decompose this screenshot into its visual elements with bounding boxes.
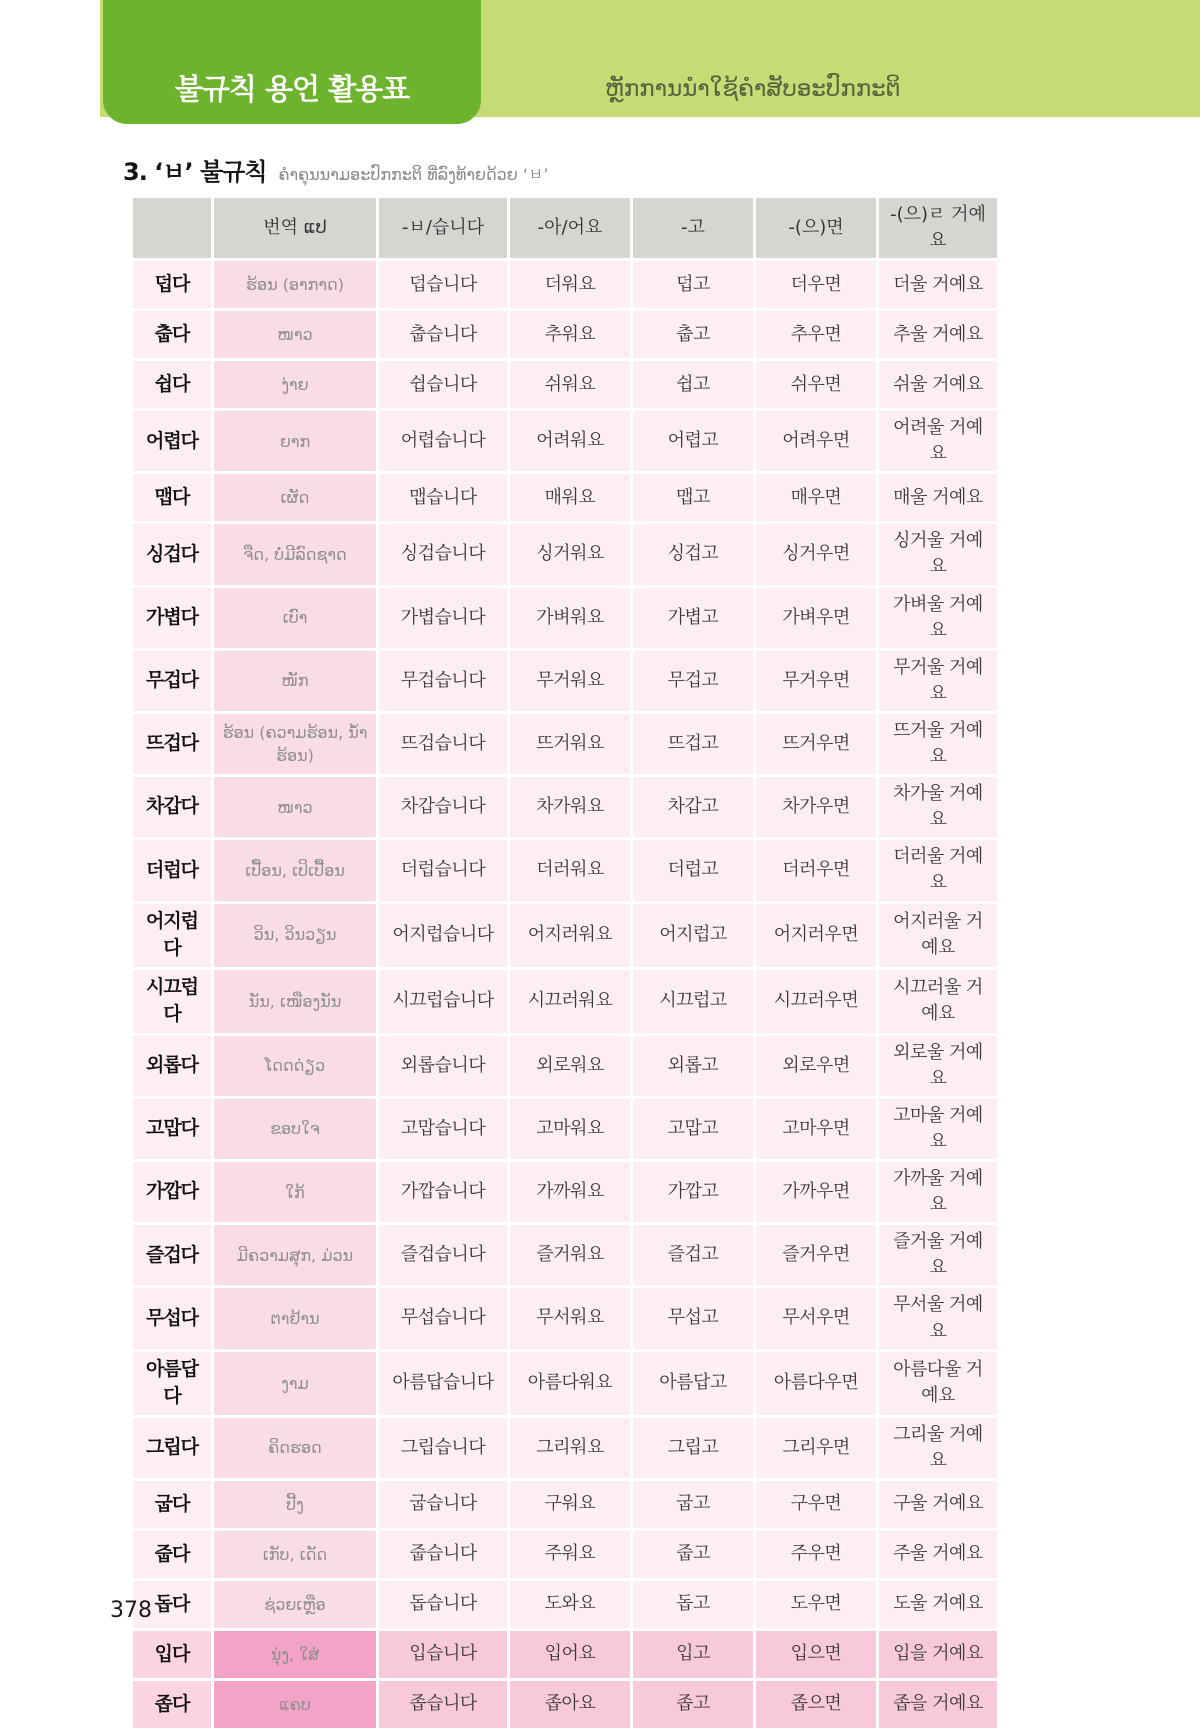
table-row bbox=[133, 1036, 997, 1096]
verb-cell: 무섭다 bbox=[133, 1288, 211, 1348]
verb-cell: 싱겁다 bbox=[133, 524, 211, 584]
verb-cell: 무겁다 bbox=[133, 651, 211, 711]
conjugation-cell: 쉽습니다 bbox=[379, 361, 507, 408]
conjugation-cell: 입습니다 bbox=[379, 1631, 507, 1678]
conjugation-cell: 가까워요 bbox=[510, 1162, 630, 1222]
conjugation-cell: 더우면 bbox=[756, 261, 876, 308]
page-number: 378 bbox=[110, 1598, 152, 1623]
conjugation-cell: 도울 거예요 bbox=[879, 1581, 997, 1628]
translation-cell: ປີ້ງ bbox=[214, 1481, 376, 1528]
conjugation-cell: 추우면 bbox=[756, 311, 876, 358]
conjugation-cell: 싱거워요 bbox=[510, 524, 630, 584]
conjugation-cell: 외로우면 bbox=[756, 1036, 876, 1096]
table-row bbox=[133, 1581, 997, 1628]
translation-cell: ແຄບ bbox=[214, 1681, 376, 1728]
conjugation-cell: 가깝습니다 bbox=[379, 1162, 507, 1222]
conjugation-cell: 무섭고 bbox=[633, 1288, 753, 1348]
conjugation-cell: 무거워요 bbox=[510, 651, 630, 711]
verb-cell: 외롭다 bbox=[133, 1036, 211, 1096]
chapter-title: 불규칙 용언 활용표 bbox=[174, 72, 410, 106]
verb-cell: 그립다 bbox=[133, 1418, 211, 1478]
chapter-banner-lao-subtitle: ຫຼັກການນຳໃຊ້ຄຳສັບອະປົກກະຕິ bbox=[605, 76, 901, 102]
conjugation-cell: 뜨겁습니다 bbox=[379, 714, 507, 774]
conjugation-cell: 차갑고 bbox=[633, 777, 753, 837]
conjugation-cell: 추울 거예요 bbox=[879, 311, 997, 358]
translation-cell: ງາມ bbox=[214, 1352, 376, 1415]
conjugation-cell: 시끄럽고 bbox=[633, 970, 753, 1033]
verb-cell: 가볍다 bbox=[133, 588, 211, 648]
conjugation-cell: 차가워요 bbox=[510, 777, 630, 837]
conjugation-cell: 그리우면 bbox=[756, 1418, 876, 1478]
conjugation-cell: 아름답고 bbox=[633, 1352, 753, 1415]
conjugation-cell: 매워요 bbox=[510, 474, 630, 521]
translation-cell: ນຸ່ງ, ໃສ່ bbox=[214, 1631, 376, 1678]
conjugation-cell: 즐거울 거예요 bbox=[879, 1225, 997, 1285]
verb-cell: 시끄럽다 bbox=[133, 970, 211, 1033]
table-row bbox=[133, 1481, 997, 1528]
table-row bbox=[133, 1631, 997, 1678]
header-cell bbox=[133, 198, 211, 258]
conjugation-cell: 무서우면 bbox=[756, 1288, 876, 1348]
conjugation-cell: 도우면 bbox=[756, 1581, 876, 1628]
section-lao-subtitle: ຄຳຄຸນນາມອະປົກກະຕິ ທີ່ລົງທ້າຍດ້ວຍ ‘ㅂ’ bbox=[278, 165, 549, 184]
verb-cell: 입다 bbox=[133, 1631, 211, 1678]
conjugation-cell: 가볍습니다 bbox=[379, 588, 507, 648]
verb-cell: 줍다 bbox=[133, 1531, 211, 1578]
conjugation-cell: 도와요 bbox=[510, 1581, 630, 1628]
conjugation-cell: 줍고 bbox=[633, 1531, 753, 1578]
conjugation-cell: 입어요 bbox=[510, 1631, 630, 1678]
conjugation-cell: 그리울 거예요 bbox=[879, 1418, 997, 1478]
conjugation-cell: 외로울 거예요 bbox=[879, 1036, 997, 1096]
verb-cell: 춥다 bbox=[133, 311, 211, 358]
conjugation-cell: 입고 bbox=[633, 1631, 753, 1678]
table-row bbox=[133, 1531, 997, 1578]
conjugation-cell: 주울 거예요 bbox=[879, 1531, 997, 1578]
conjugation-cell: 쉬워요 bbox=[510, 361, 630, 408]
conjugation-cell: 아름다우면 bbox=[756, 1352, 876, 1415]
conjugation-cell: 춥습니다 bbox=[379, 311, 507, 358]
conjugation-cell: 싱거우면 bbox=[756, 524, 876, 584]
conjugation-cell: 맵습니다 bbox=[379, 474, 507, 521]
conjugation-cell: 즐겁고 bbox=[633, 1225, 753, 1285]
table-row bbox=[133, 714, 997, 774]
translation-cell: ເບົາ bbox=[214, 588, 376, 648]
translation-cell: ໜາວ bbox=[214, 777, 376, 837]
conjugation-cell: 더러우면 bbox=[756, 840, 876, 900]
translation-cell: ເກັບ, ເດັດ bbox=[214, 1531, 376, 1578]
verb-cell: 덥다 bbox=[133, 261, 211, 308]
conjugation-cell: 그리워요 bbox=[510, 1418, 630, 1478]
conjugation-cell: 고마울 거예요 bbox=[879, 1099, 997, 1159]
conjugation-cell: 구워요 bbox=[510, 1481, 630, 1528]
header-cell: -아/어요 bbox=[510, 198, 630, 258]
table-row bbox=[133, 904, 997, 967]
conjugation-cell: 굽습니다 bbox=[379, 1481, 507, 1528]
table-row bbox=[133, 361, 997, 408]
translation-cell: ຈືດ, ບໍ່ມີລົດຊາດ bbox=[214, 524, 376, 584]
verb-cell: 좁다 bbox=[133, 1681, 211, 1728]
conjugation-cell: 무서울 거예요 bbox=[879, 1288, 997, 1348]
verb-cell: 맵다 bbox=[133, 474, 211, 521]
verb-cell: 더럽다 bbox=[133, 840, 211, 900]
conjugation-cell: 뜨겁고 bbox=[633, 714, 753, 774]
conjugation-cell: 시끄러울 거예요 bbox=[879, 970, 997, 1033]
header-cell: -(으)면 bbox=[756, 198, 876, 258]
conjugation-cell: 즐겁습니다 bbox=[379, 1225, 507, 1285]
table-row bbox=[133, 1681, 997, 1728]
table-row bbox=[133, 840, 997, 900]
conjugation-cell: 무섭습니다 bbox=[379, 1288, 507, 1348]
table-row bbox=[133, 1099, 997, 1159]
verb-cell: 굽다 bbox=[133, 1481, 211, 1528]
conjugation-cell: 가벼우면 bbox=[756, 588, 876, 648]
translation-cell: ນັນ, ເໜືອງນັນ bbox=[214, 970, 376, 1033]
conjugation-cell: 더워요 bbox=[510, 261, 630, 308]
conjugation-cell: 싱거울 거예요 bbox=[879, 524, 997, 584]
table-row bbox=[133, 1288, 997, 1348]
translation-cell: ໜາວ bbox=[214, 311, 376, 358]
table-row bbox=[133, 524, 997, 584]
conjugation-cell: 무겁고 bbox=[633, 651, 753, 711]
translation-cell: ມີຄວາມສຸກ, ມ່ວນ bbox=[214, 1225, 376, 1285]
conjugation-cell: 싱겁고 bbox=[633, 524, 753, 584]
conjugation-cell: 어려울 거예요 bbox=[879, 411, 997, 471]
translation-cell: ວິນ, ວິນວຽນ bbox=[214, 904, 376, 967]
conjugation-cell: 무거울 거예요 bbox=[879, 651, 997, 711]
conjugation-cell: 줍습니다 bbox=[379, 1531, 507, 1578]
verb-cell: 쉽다 bbox=[133, 361, 211, 408]
conjugation-cell: 아름답습니다 bbox=[379, 1352, 507, 1415]
conjugation-cell: 외롭습니다 bbox=[379, 1036, 507, 1096]
conjugation-cell: 외로워요 bbox=[510, 1036, 630, 1096]
conjugation-cell: 고맙습니다 bbox=[379, 1099, 507, 1159]
verb-cell: 돕다 bbox=[133, 1581, 211, 1628]
conjugation-cell: 입으면 bbox=[756, 1631, 876, 1678]
translation-cell: ຄິດຮອດ bbox=[214, 1418, 376, 1478]
conjugation-cell: 그립고 bbox=[633, 1418, 753, 1478]
conjugation-cell: 매울 거예요 bbox=[879, 474, 997, 521]
header-cell: 번역 ແປ bbox=[214, 198, 376, 258]
conjugation-cell: 좁아요 bbox=[510, 1681, 630, 1728]
conjugation-cell: 어지럽고 bbox=[633, 904, 753, 967]
translation-cell: ຍາກ bbox=[214, 411, 376, 471]
conjugation-cell: 어지러울 거예요 bbox=[879, 904, 997, 967]
conjugation-cell: 더러울 거예요 bbox=[879, 840, 997, 900]
table-row bbox=[133, 588, 997, 648]
conjugation-cell: 가볍고 bbox=[633, 588, 753, 648]
verb-cell: 어렵다 bbox=[133, 411, 211, 471]
verb-cell: 즐겁다 bbox=[133, 1225, 211, 1285]
conjugation-cell: 시끄러워요 bbox=[510, 970, 630, 1033]
table-header-row bbox=[133, 198, 997, 258]
verb-cell: 고맙다 bbox=[133, 1099, 211, 1159]
conjugation-cell: 무거우면 bbox=[756, 651, 876, 711]
conjugation-cell: 가벼울 거예요 bbox=[879, 588, 997, 648]
translation-cell: ເຜັດ bbox=[214, 474, 376, 521]
conjugation-cell: 좁습니다 bbox=[379, 1681, 507, 1728]
chapter-title-box bbox=[103, 0, 481, 124]
conjugation-cell: 뜨거우면 bbox=[756, 714, 876, 774]
conjugation-cell: 굽고 bbox=[633, 1481, 753, 1528]
conjugation-cell: 차가우면 bbox=[756, 777, 876, 837]
section-heading bbox=[123, 152, 548, 187]
verb-cell: 차갑다 bbox=[133, 777, 211, 837]
conjugation-table bbox=[133, 198, 997, 1728]
conjugation-cell: 쉬우면 bbox=[756, 361, 876, 408]
conjugation-cell: 더럽습니다 bbox=[379, 840, 507, 900]
conjugation-cell: 고마우면 bbox=[756, 1099, 876, 1159]
conjugation-cell: 어려우면 bbox=[756, 411, 876, 471]
table-row bbox=[133, 1352, 997, 1415]
conjugation-cell: 어려워요 bbox=[510, 411, 630, 471]
conjugation-cell: 가까우면 bbox=[756, 1162, 876, 1222]
conjugation-cell: 고마워요 bbox=[510, 1099, 630, 1159]
conjugation-cell: 가벼워요 bbox=[510, 588, 630, 648]
conjugation-cell: 시끄럽습니다 bbox=[379, 970, 507, 1033]
conjugation-cell: 어렵고 bbox=[633, 411, 753, 471]
table-row bbox=[133, 777, 997, 837]
conjugation-cell: 어지러워요 bbox=[510, 904, 630, 967]
table-row bbox=[133, 474, 997, 521]
header-cell: -(으)ㄹ 거예요 bbox=[879, 198, 997, 258]
conjugation-cell: 어지러우면 bbox=[756, 904, 876, 967]
conjugation-cell: 어렵습니다 bbox=[379, 411, 507, 471]
conjugation-cell: 차갑습니다 bbox=[379, 777, 507, 837]
conjugation-cell: 가깝고 bbox=[633, 1162, 753, 1222]
conjugation-cell: 좁으면 bbox=[756, 1681, 876, 1728]
verb-cell: 뜨겁다 bbox=[133, 714, 211, 774]
conjugation-cell: 매우면 bbox=[756, 474, 876, 521]
translation-cell: ໜັກ bbox=[214, 651, 376, 711]
conjugation-cell: 시끄러우면 bbox=[756, 970, 876, 1033]
conjugation-cell: 고맙고 bbox=[633, 1099, 753, 1159]
conjugation-cell: 추워요 bbox=[510, 311, 630, 358]
conjugation-cell: 덥고 bbox=[633, 261, 753, 308]
conjugation-cell: 좁을 거예요 bbox=[879, 1681, 997, 1728]
header-cell: -고 bbox=[633, 198, 753, 258]
table-row bbox=[133, 261, 997, 308]
conjugation-cell: 쉽고 bbox=[633, 361, 753, 408]
conjugation-cell: 외롭고 bbox=[633, 1036, 753, 1096]
conjugation-cell: 아름다울 거예요 bbox=[879, 1352, 997, 1415]
table-row bbox=[133, 411, 997, 471]
conjugation-cell: 쉬울 거예요 bbox=[879, 361, 997, 408]
verb-cell: 아름답다 bbox=[133, 1352, 211, 1415]
translation-cell: ໃກ້ bbox=[214, 1162, 376, 1222]
table-row bbox=[133, 1162, 997, 1222]
conjugation-cell: 구우면 bbox=[756, 1481, 876, 1528]
conjugation-cell: 싱겁습니다 bbox=[379, 524, 507, 584]
translation-cell: ຊ່ວຍເຫຼືອ bbox=[214, 1581, 376, 1628]
conjugation-cell: 차가울 거예요 bbox=[879, 777, 997, 837]
conjugation-cell: 덥습니다 bbox=[379, 261, 507, 308]
conjugation-cell: 춥고 bbox=[633, 311, 753, 358]
table-row bbox=[133, 1225, 997, 1285]
conjugation-cell: 무서워요 bbox=[510, 1288, 630, 1348]
conjugation-cell: 입을 거예요 bbox=[879, 1631, 997, 1678]
translation-cell: ຂອບໃຈ bbox=[214, 1099, 376, 1159]
conjugation-cell: 주우면 bbox=[756, 1531, 876, 1578]
verb-cell: 가깝다 bbox=[133, 1162, 211, 1222]
translation-cell: ໂດດດ່ຽວ bbox=[214, 1036, 376, 1096]
conjugation-cell: 뜨거울 거예요 bbox=[879, 714, 997, 774]
conjugation-cell: 어지럽습니다 bbox=[379, 904, 507, 967]
conjugation-cell: 그립습니다 bbox=[379, 1418, 507, 1478]
conjugation-cell: 더럽고 bbox=[633, 840, 753, 900]
verb-cell: 어지럽다 bbox=[133, 904, 211, 967]
conjugation-cell: 즐거우면 bbox=[756, 1225, 876, 1285]
translation-cell: ຮ້ອນ (ຄວາມຮ້ອນ, ນ້ຳຮ້ອນ) bbox=[214, 714, 376, 774]
section-title: 3. ‘ㅂ’ 불규칙 bbox=[123, 158, 267, 186]
table-row bbox=[133, 311, 997, 358]
translation-cell: ຕາຢ້ານ bbox=[214, 1288, 376, 1348]
conjugation-cell: 구울 거예요 bbox=[879, 1481, 997, 1528]
translation-cell: ເປື້ອນ, ເປິເປື້ອນ bbox=[214, 840, 376, 900]
conjugation-cell: 가까울 거예요 bbox=[879, 1162, 997, 1222]
conjugation-cell: 무겁습니다 bbox=[379, 651, 507, 711]
conjugation-cell: 더러워요 bbox=[510, 840, 630, 900]
conjugation-cell: 돕고 bbox=[633, 1581, 753, 1628]
conjugation-cell: 더울 거예요 bbox=[879, 261, 997, 308]
conjugation-cell: 즐거워요 bbox=[510, 1225, 630, 1285]
conjugation-cell: 아름다워요 bbox=[510, 1352, 630, 1415]
conjugation-cell: 뜨거워요 bbox=[510, 714, 630, 774]
header-cell: -ㅂ/습니다 bbox=[379, 198, 507, 258]
table-row bbox=[133, 1418, 997, 1478]
conjugation-cell: 돕습니다 bbox=[379, 1581, 507, 1628]
translation-cell: ຮ້ອນ (ອາກາດ) bbox=[214, 261, 376, 308]
translation-cell: ງ່າຍ bbox=[214, 361, 376, 408]
conjugation-cell: 좁고 bbox=[633, 1681, 753, 1728]
conjugation-cell: 맵고 bbox=[633, 474, 753, 521]
table-row bbox=[133, 651, 997, 711]
table-row bbox=[133, 970, 997, 1033]
conjugation-cell: 주워요 bbox=[510, 1531, 630, 1578]
